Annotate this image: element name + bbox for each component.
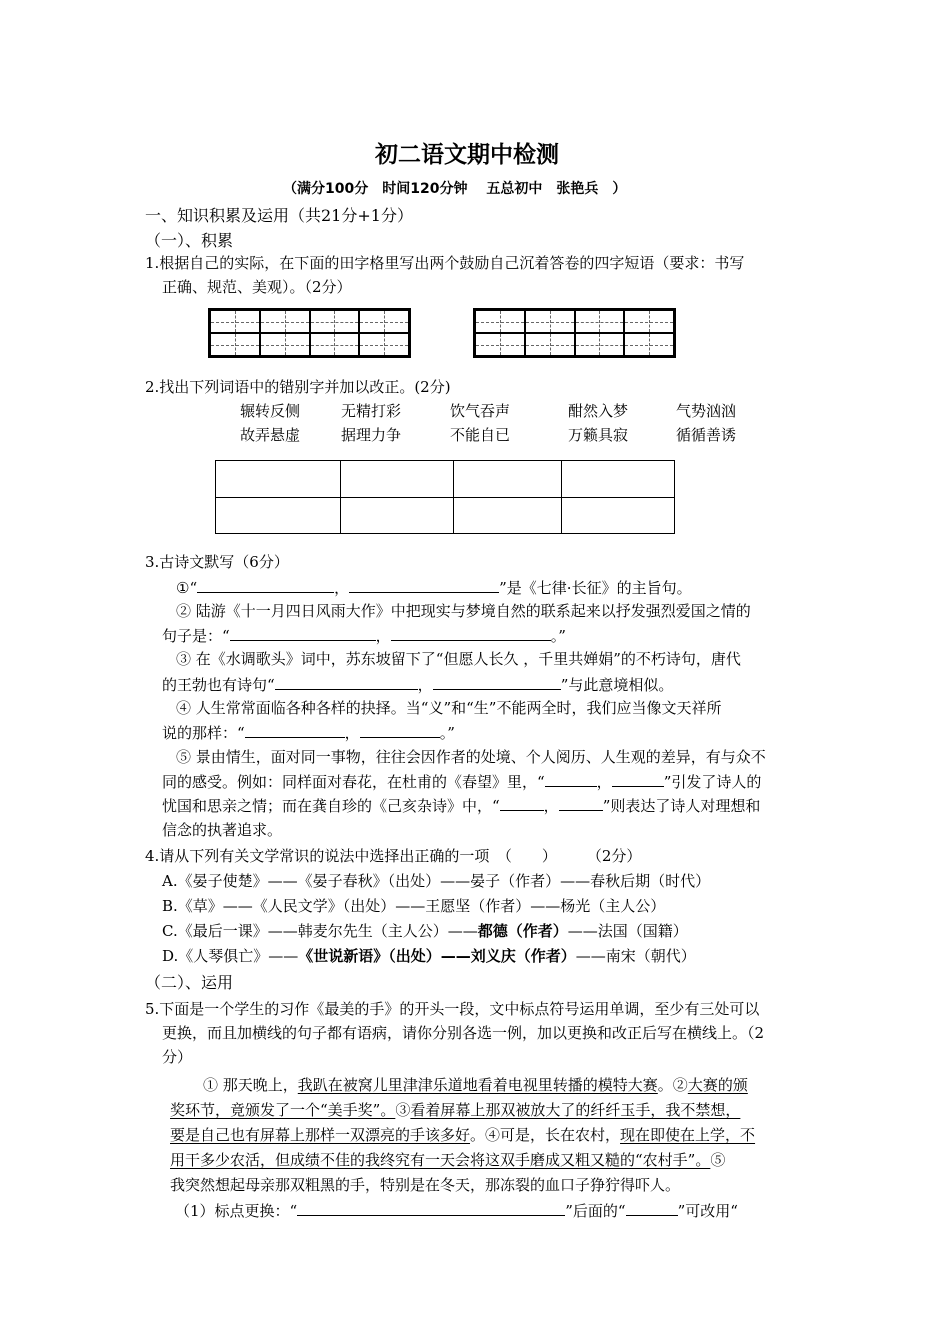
- passage-line: 我突然想起母亲那双粗黑的手，特别是在冬天，那冻裂的血口子狰狞得吓人。: [170, 1176, 681, 1194]
- word-item: 气势汹汹: [676, 402, 737, 420]
- answer-blank[interactable]: [626, 1199, 678, 1216]
- answer-blank[interactable]: [545, 770, 597, 787]
- passage-line: ① 那天晚上，我趴在被窝儿里津津乐道地看着电视里转播的模特大赛。②大赛的颁: [203, 1076, 748, 1094]
- word-item: 循循善诱: [676, 426, 737, 444]
- word-item: 不能自已: [450, 426, 511, 444]
- answer-cell[interactable]: [216, 461, 341, 498]
- question-1-line: 正确、规范、美观）。（2分）: [162, 278, 352, 296]
- option-c[interactable]: C.《最后一课》——韩麦尔先生（主人公）——都德（作者）——法国（国籍）: [162, 922, 688, 940]
- recite-item-4-answer: 说的那样：“ ， 。”: [162, 721, 455, 744]
- recite-item-3: ③ 在《水调歌头》词中，苏东坡留下了“但愿人长久 ，千里共婵娟”的不朽诗句，唐代: [176, 650, 741, 668]
- question-5-line: 5.下面是一个学生的习作《最美的手》的开头一段，文中标点符号运用单调，至少有三处可以: [145, 1000, 760, 1018]
- exam-info: （满分100分 时间120分钟 五总初中 张艳兵 ）: [283, 181, 627, 197]
- tianzige-grid-1[interactable]: [208, 308, 411, 358]
- recite-item-5-line: 同的感受。例如：同样面对春花，在杜甫的《春望》里，“ ， ”引发了诗人的: [162, 770, 761, 793]
- answer-blank[interactable]: [275, 673, 418, 690]
- word-item: 据理力争: [341, 426, 402, 444]
- question-3-stem: 3.古诗文默写（6分）: [145, 553, 289, 571]
- recite-item-1: ①“ ， ”是《七律·长征》的主旨句。: [176, 576, 692, 599]
- word-item: 饮气吞声: [450, 402, 511, 420]
- word-item: 故弄悬虚: [240, 426, 301, 444]
- question-5-line: 分）: [162, 1048, 193, 1066]
- answer-table: [215, 460, 675, 534]
- answer-blank[interactable]: [245, 721, 345, 738]
- question-2-stem: 2.找出下列词语中的错别字并加以改正。(2分): [145, 378, 451, 396]
- recite-item-5-line: 忧国和思亲之情；而在龚自珍的《己亥杂诗》中，“ ， ”则表达了诗人对理想和: [162, 794, 760, 817]
- tianzige-grid-2[interactable]: [473, 308, 676, 358]
- passage-line: 要是自己也有屏幕上那样一双漂亮的手该多好。④可是，长在农村，现在即使在上学，不: [170, 1126, 756, 1144]
- part-heading: （一）、积累: [145, 231, 234, 250]
- answer-blank[interactable]: [391, 624, 551, 641]
- answer-cell[interactable]: [341, 497, 454, 534]
- recite-item-2: ② 陆游《十一月四日风雨大作》中把现实与梦境自然的联系起来以抒发强烈爱国之情的: [176, 602, 751, 620]
- word-item: 辗转反侧: [240, 402, 301, 420]
- recite-item-5-line: 信念的执著追求。: [162, 821, 283, 839]
- option-b[interactable]: B.《草》——《人民文学》（出处）——王愿坚（作者）——杨光（主人公）: [162, 897, 666, 915]
- page-title: 初二语文期中检测: [375, 142, 559, 168]
- recite-item-3-answer: 的王勃也有诗句“ ， ”与此意境相似。: [162, 673, 673, 696]
- answer-line: （1）标点更换：“ ”后面的“ ”可改用“: [175, 1199, 738, 1222]
- answer-blank[interactable]: [230, 624, 376, 641]
- answer-cell[interactable]: [454, 461, 562, 498]
- answer-blank[interactable]: [500, 794, 544, 811]
- answer-blank[interactable]: [612, 770, 664, 787]
- answer-blank[interactable]: [349, 576, 499, 593]
- part-heading: （二）、运用: [145, 973, 234, 992]
- answer-blank[interactable]: [197, 576, 334, 593]
- option-d[interactable]: D.《人琴俱亡》——《世说新语》（出处）——刘义庆（作者）——南宋（朝代）: [162, 947, 696, 965]
- section-heading: 一、知识积累及运用（共21分+1分）: [145, 206, 413, 225]
- answer-cell[interactable]: [454, 497, 562, 534]
- answer-blank[interactable]: [559, 794, 603, 811]
- word-item: 酣然入梦: [568, 402, 629, 420]
- question-1-line: 1.根据自己的实际，在下面的田字格里写出两个鼓励自己沉着答卷的四字短语（要求：书写: [145, 254, 745, 272]
- answer-blank[interactable]: [360, 721, 440, 738]
- answer-cell[interactable]: [562, 497, 675, 534]
- question-5-line: 更换，而且加横线的句子都有语病，请你分别各选一例，加以更换和改正后写在横线上。（2: [162, 1024, 765, 1042]
- passage-line: 用干多少农活，但成绩不佳的我终究有一天会将这双手磨成又粗又糙的“农村手”。⑤: [170, 1151, 726, 1169]
- answer-blank[interactable]: [433, 673, 561, 690]
- answer-cell[interactable]: [341, 461, 454, 498]
- recite-item-5: ⑤ 景由情生，面对同一事物，往往会因作者的处境、个人阅历、人生观的差异，有与众不: [176, 748, 766, 766]
- passage-line: 奖环节，竟颁发了一个“美手奖”。③看着屏幕上那双被放大了的纤纤玉手，我不禁想，: [170, 1101, 741, 1119]
- word-item: 无精打彩: [341, 402, 402, 420]
- option-a[interactable]: A.《晏子使楚》——《晏子春秋》（出处）——晏子（作者）——春秋后期（时代）: [162, 872, 711, 890]
- recite-item-4: ④ 人生常常面临各种各样的抉择。当“义”和“生”不能两全时，我们应当像文天祥所: [176, 699, 722, 717]
- answer-cell[interactable]: [216, 497, 341, 534]
- question-4-stem: 4.请从下列有关文学常识的说法中选择出正确的一项 （ ） （2分）: [145, 847, 642, 865]
- recite-item-2-answer: 句子是：“ ， 。”: [162, 624, 566, 647]
- word-item: 万籁具寂: [568, 426, 629, 444]
- answer-blank[interactable]: [297, 1199, 565, 1216]
- answer-cell[interactable]: [562, 461, 675, 498]
